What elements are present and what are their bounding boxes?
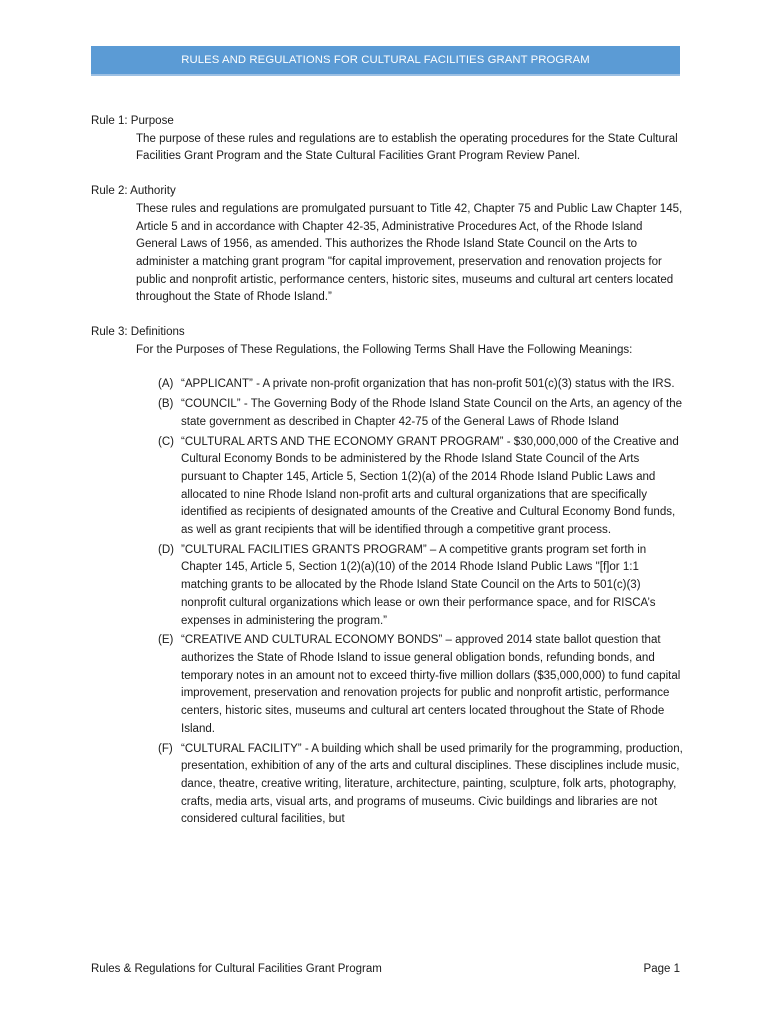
rule-text: The purpose of these rules and regulations are to establish the operating procedures for the State Cultural Facilities Grant Program and the State Cultural Facilities Grant Program Review Panel. [136,132,678,163]
definition-text: “CULTURAL FACILITY” - A building which shall be used primarily for the programming, production, presentation, exhibition of any of the arts and cultural disciplines. These disciplines include music, dance, theatre, creative writing, literature, architecture, painting, sculpture, folk arts, photography, crafts, media arts, visual arts, and programs of museums. Civic buildings and libraries are not considered cultural facilities, but [181,742,683,826]
rule-definitions [91,324,683,829]
rule-purpose [91,113,683,166]
footer-document-title: Rules & Regulations for Cultural Facilities Grant Program [91,963,382,975]
definition-item [91,434,683,540]
rule-title: Rule 3: Definitions [91,326,185,339]
definition-letter: (B) [158,398,174,411]
definition-letter: (A) [158,378,174,391]
page-number: Page 1 [643,963,680,975]
definitions-list [91,376,683,829]
definition-text: ”CULTURAL FACILITIES GRANTS PROGRAM” – A competitive grants program set forth in Chapter 145, Article 5, Section 1(2)(a)(10) of the 2014 Rhode Island Public Laws "[f]or 1:1 matching grants to be allocated by the Rhode Island State Council on the Arts to 501(c)(3) nonprofit cultural organizations which lease or own their performance space, and for RISCA’s expenses in administering the program.” [181,543,656,627]
definition-item [91,542,683,631]
document-body [91,113,683,831]
definition-letter: (F) [158,742,173,755]
rule-text: These rules and regulations are promulgated pursuant to Title 42, Chapter 75 and Public Law Chapter 145, Article 5 and in accordance with Chapter 42-35, Administrative Procedures Act, of the Rhode Island General Laws of 1956, as amended. This authorizes the Rhode Island State Council on the Arts to administer a matching grant program "for capital improvement, preservation and renovation projects for public and nonprofit artistic, performance centers, historic sites, museums and cultural art centers located throughout the State of Rhode Island.” [136,202,683,304]
definition-text: “APPLICANT” - A private non-profit organization that has non-profit 501(c)(3) status with the IRS. [181,378,675,391]
document-title: RULES AND REGULATIONS FOR CULTURAL FACILITIES GRANT PROGRAM [181,54,590,66]
rule-title: Rule 2: Authority [91,185,176,198]
definition-text: “CREATIVE AND CULTURAL ECONOMY BONDS” – approved 2014 state ballot question that authorizes the State of Rhode Island to issue general obligation bonds, refunding bonds, and temporary notes in an amount not to exceed thirty-five million dollars ($35,000,000) to fund capital improvement, preservation and renovation projects for public and nonprofit artistic, performance centers, historic sites, museums and cultural art centers located throughout the State of Rhode Island. [181,634,681,735]
definition-text: “COUNCIL” - The Governing Body of the Rhode Island State Council on the Arts, an agency of the state government as described in Chapter 42-75 of the General Laws of Rhode Island [181,398,683,428]
definition-letter: (E) [158,634,174,647]
definition-item [91,396,683,431]
definition-letter: (D) [158,543,175,556]
definition-letter: (C) [158,435,175,448]
page-header-bar [91,46,680,76]
definition-text: “CULTURAL ARTS AND THE ECONOMY GRANT PROGRAM” - $30,000,000 of the Creative and Cultural Economy Bonds to be administered by the Rhode Island State Council of the Arts pursuant to Chapter 145, Article 5, Section 1(2)(a) of the 2014 Rhode Island Public Laws and allocated to nine Rhode Island non-profit arts and cultural organizations that are specifically identified as recipients of designated amounts of the Creative and Cultural Economy Bond funds, as well as grant recipients that will be identified through a competitive grant process. [181,435,679,537]
definition-item [91,632,683,738]
definition-item [91,741,683,830]
definitions-intro: For the Purposes of These Regulations, the Following Terms Shall Have the Following Meanings: [136,343,633,356]
definition-item [91,376,683,394]
rule-title: Rule 1: Purpose [91,115,174,127]
rule-authority [91,183,683,307]
